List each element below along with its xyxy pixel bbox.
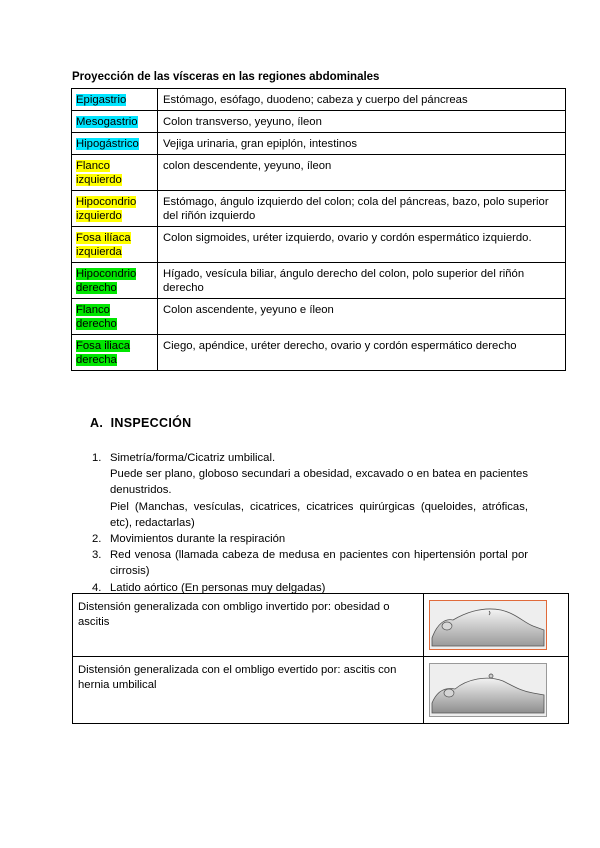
region-name: Fosa ilíaca izquierda — [76, 232, 131, 258]
list-number: 1. — [92, 452, 102, 464]
table-title: Proyección de las vísceras en las regiones abdominales — [72, 71, 380, 83]
region-content: Ciego, apéndice, uréter derecho, ovario y cordón espermático derecho — [158, 335, 566, 371]
region-name: Fosa iliaca derecha — [76, 340, 130, 366]
list-text: Movimientos durante la respiración — [110, 533, 286, 546]
table-row — [72, 155, 566, 191]
list-text: Latido aórtico (En personas muy delgadas) — [110, 581, 326, 594]
table-row — [73, 657, 569, 724]
region-name: Hipogástrico — [76, 138, 139, 150]
abdomen-inverted-navel-figure — [429, 600, 547, 650]
list-number: 3. — [92, 549, 102, 562]
region-content: Colon transverso, yeyuno, íleon — [158, 111, 566, 133]
list-text: Simetría/forma/Cicatriz umbilical. — [110, 452, 276, 464]
region-content: Estómago, ángulo izquierdo del colon; cola del páncreas, bazo, polo superior del riñón izquierdo — [158, 191, 566, 227]
distension-text: Distensión generalizada con ombligo invertido por: obesidad o ascitis — [73, 594, 424, 657]
table-row — [72, 89, 566, 111]
table-row — [72, 299, 566, 335]
list-item — [92, 450, 528, 531]
list-item — [92, 547, 528, 579]
inspection-list — [92, 450, 528, 596]
region-content: colon descendente, yeyuno, íleon — [158, 155, 566, 191]
table-row — [72, 263, 566, 299]
region-content: Hígado, vesícula biliar, ángulo derecho del colon, polo superior del riñón derecho — [158, 263, 566, 299]
list-number: 2. — [92, 533, 102, 546]
section-title: INSPECCIÓN — [110, 416, 192, 430]
region-content: Colon sigmoides, uréter izquierdo, ovario y cordón espermático izquierdo. — [158, 227, 566, 263]
table-row — [72, 335, 566, 371]
table-row — [72, 133, 566, 155]
region-name: Flanco izquierdo — [76, 160, 122, 186]
abdomen-everted-navel-figure — [429, 663, 547, 717]
region-content: Colon ascendente, yeyuno e íleon — [158, 299, 566, 335]
section-marker: A. — [90, 416, 104, 430]
distension-table — [72, 593, 569, 724]
list-text: Red venosa (llamada cabeza de medusa en pacientes con hipertensión portal por cirrosis) — [110, 549, 528, 578]
region-name: Hipocondrio derecho — [76, 268, 137, 294]
region-name: Epigastrio — [76, 94, 127, 106]
distension-text: Distensión generalizada con el ombligo evertido por: ascitis con hernia umbilical — [73, 657, 424, 724]
list-item — [92, 531, 528, 547]
region-name: Hipocondrio izquierdo — [76, 196, 137, 222]
region-content: Estómago, esófago, duodeno; cabeza y cuerpo del páncreas — [158, 89, 566, 111]
region-name: Flanco derecho — [76, 304, 117, 330]
table-row — [73, 594, 569, 657]
table-row — [72, 191, 566, 227]
list-number: 4. — [92, 581, 102, 594]
region-name: Mesogastrio — [76, 116, 138, 128]
list-text: Piel (Manchas, vesículas, cicatrices, cicatrices quirúrgicas (queloides, atróficas, etc), redactarlas) — [110, 500, 528, 529]
region-content: Vejiga urinaria, gran epiplón, intestinos — [158, 133, 566, 155]
table-row — [72, 111, 566, 133]
table-row — [72, 227, 566, 263]
section-heading — [90, 416, 191, 430]
list-text: Puede ser plano, globoso secundari a obesidad, excavado o en batea en pacientes denustridos. — [110, 468, 528, 497]
abdominal-regions-table — [71, 88, 566, 371]
